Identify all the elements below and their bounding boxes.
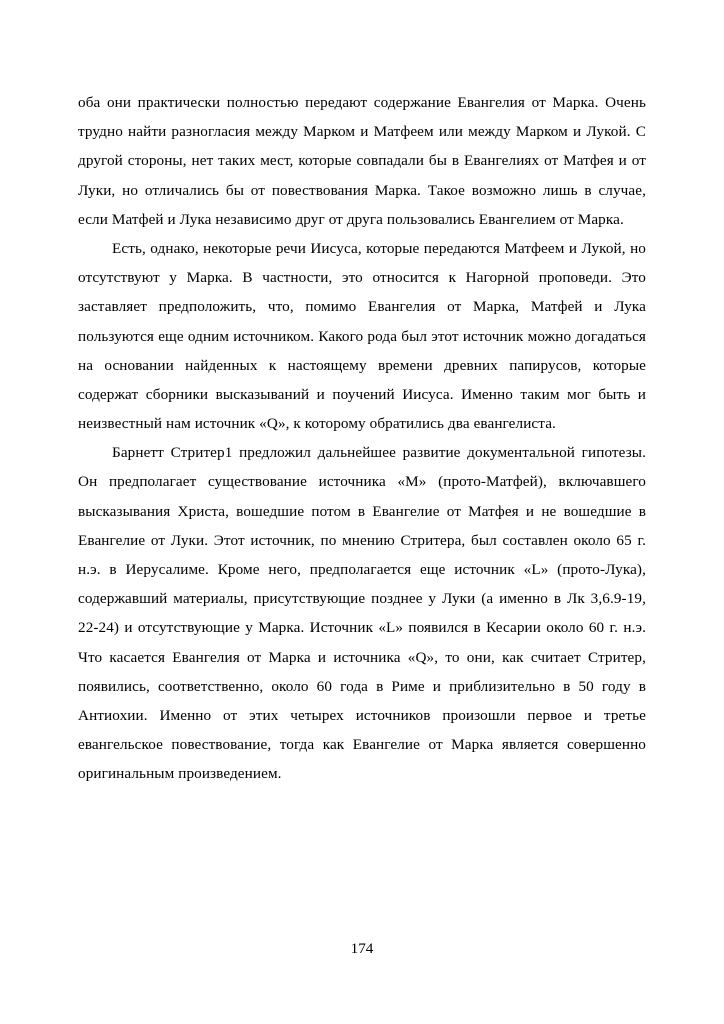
paragraph-2: Есть, однако, некоторые речи Иисуса, которые передаются Матфеем и Лукой, но отсутствуют у Марка. В частности, это относится к Нагорной проповеди. Это заставляет предположить, что, помимо Евангелия от Марка, Матфей и Лука пользуются еще одним источником. Какого рода был этот источник можно догадаться на основании найденных к настоящему времени древних папирусов, которые содержат сборники высказываний и поучений Иисуса. Именно таким мог быть и неизвестный нам источник «Q», к которому обратились два евангелиста. [78, 239, 646, 433]
paragraph-3: Барнетт Стритер1 предложил дальнейшее развитие документальной гипотезы. Он предполагает существование источника «М» (прото-Матфей), включавшего высказывания Христа, вошедшие потом в Евангелие от Матфея и не вошедшие в Евангелие от Луки. Этот источник, по мнению Стритера, был составлен около 65 г. н.э. в Иерусалиме. Кроме него, предполагается еще источник «L» (прото-Лука), содержавший материалы, присутствующие позднее у Луки (а именно в Лк 3,6.9-19, 22-24) и отсутствующие у Марка. Источник «L» появился в Кесарии около 60 г. н.э. Что касается Евангелия от Марка и источника «Q», то они, как считает Стритер, появились, соответственно, около 60 года в Риме и приблизительно в 50 году в Антиохии. Именно от этих четырех источников произошли первое и третье евангельское повествование, тогда как Евангелие от Марка является совершенно оригинальным произведением. [78, 444, 646, 783]
page-body [78, 88, 646, 789]
page-number: 174 [350, 940, 374, 957]
paragraph-1: оба они практически полностью передают содержание Евангелия от Марка. Очень трудно найти разногласия между Марком и Матфеем или между Марком и Лукой. С другой стороны, нет таких мест, которые совпадали бы в Евангелиях от Матфея и от Луки, но отличались бы от повествования Марка. Такое возможно лишь в случае, если Матфей и Лука независимо друг от друга пользовались Евангелием от Марка. [78, 94, 646, 228]
